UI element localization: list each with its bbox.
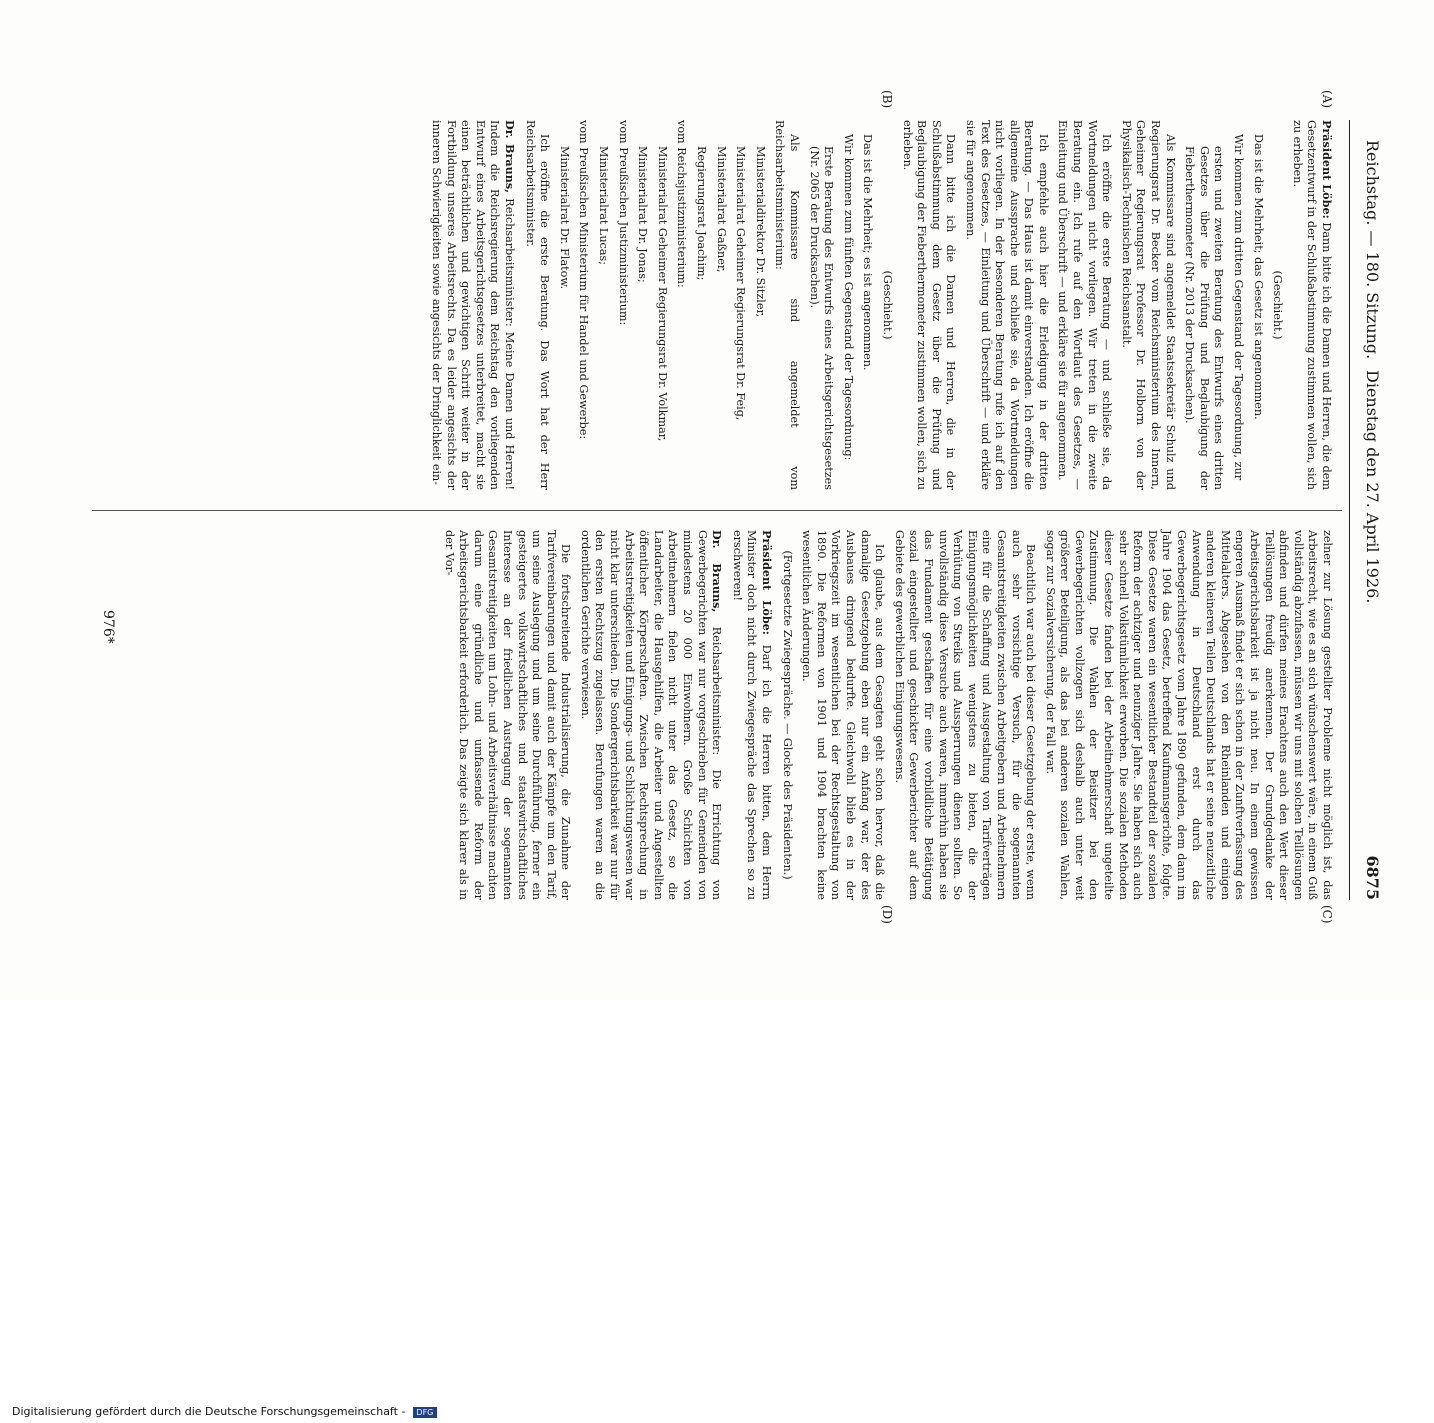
paragraph — [429, 120, 518, 490]
column-divider — [92, 510, 1342, 511]
paragraph-text: ersten und zweiten Beratung des Entwurfs eines dritten Gesetzes über die Prüfung und Beglaubigung der Fieberthermometer (Nr. 2013 der Drucksachen). — [1183, 146, 1226, 490]
running-head — [1356, 120, 1382, 900]
paragraph — [615, 120, 630, 490]
paragraph — [806, 120, 835, 490]
paragraph — [713, 120, 728, 490]
paragraph — [962, 120, 1050, 490]
paragraph — [441, 530, 572, 900]
header-rule — [1349, 120, 1350, 900]
paragraph-text: Erste Beratung des Entwurfs eines Arbeitsgerichtsgesetzes (Nr. 2065 der Drucksachen). — [807, 146, 836, 490]
paragraph — [693, 120, 708, 490]
text-column-left — [104, 120, 1334, 490]
paragraph — [729, 530, 774, 900]
text-column-right — [104, 530, 1334, 900]
speaker-name: Dr. Brauns, — [503, 120, 518, 194]
paragraph — [879, 120, 894, 490]
running-head-date: Dienstag den 27. April 1926. — [1363, 370, 1382, 604]
page-number: 6875 — [1363, 855, 1382, 900]
margin-letter-b: (B) — [880, 90, 894, 109]
paragraph — [576, 120, 591, 490]
paragraph — [1230, 120, 1245, 490]
paragraph — [840, 120, 855, 490]
paragraph-text: Dann bitte ich die Damen und Herren, die dem Gesetzentwurf in der Schlußabstimmung zustimmen wollen, sich zu erheben. — [1290, 120, 1333, 491]
paragraph-text: Die fortschreitende Industrialisierung, die Zunahme der Tarifvereinbarungen und damit auch der Kämpfe um den Tarif, um seine Auslegung und um seine Durchführung, ferner ein gesteigertes volkswirtschaftliches und staatswirtschaftliches Interesse an der friedlichen Austragung der sogenannten Gesamtstreitigkeiten um Lohn- und Arbeitsverhältnisse machten darum eine gründliche und umfassende Reform der Arbeitsgerichtsbarkeit erforderlich. Das zeigte sich klarer als in der Vor- — [442, 530, 573, 900]
paragraph-text: Ich glaube, aus dem Gesagten geht schon hervor, daß die damalige Gesetzgebung eben nur ein Anfang war, der des Ausbaues dringend bedurfte. Gleichwohl blieb es in der Vorkriegszeit im wesentlichen bei der Rechtsgestaltung von 1890. Die Reformen von 1901 und 1904 brachten keine wesentlichen Änderungen. — [800, 530, 887, 900]
speaker-name: Dr. Brauns, — [710, 530, 725, 613]
paragraph — [556, 120, 571, 490]
paragraph-text: (Fortgesetzte Zwiegespräche. — Glocke des Präsidenten.) — [780, 550, 794, 880]
paragraph-text: vom Preußischen Justizministerium: — [616, 120, 630, 326]
paragraph-text: (Geschieht.) — [880, 270, 894, 340]
margin-letter-a: (A) — [1320, 90, 1334, 109]
sheet-signature: 976* — [100, 610, 116, 644]
paragraph — [733, 120, 748, 490]
paragraph-text: Ministerialdirektor Dr. Sitzler, — [753, 146, 767, 318]
speaker-name: Präsident Löbe: — [1320, 120, 1334, 219]
paragraph-text: Ministerialrat Lucas; — [597, 146, 611, 265]
paragraph — [1118, 120, 1176, 490]
paragraph — [899, 120, 957, 490]
paragraph — [577, 530, 724, 900]
margin-letter-d: (D) — [880, 905, 894, 924]
paragraph — [799, 530, 887, 900]
paragraph-text: Ministerialrat Gaßner, — [714, 146, 728, 273]
footer-text: Digitalisierung gefördert durch die Deutsche Forschungsgemeinschaft - — [12, 1405, 406, 1418]
paragraph-text: vom Preußischen Ministerium für Handel und Gewerbe: — [577, 120, 591, 440]
paragraph-text: Beachtlich war auch bei dieser Gesetzgebung der erste, wenn auch sehr vorsichtige Versuch, für die sogenannten Gesamtstreitigkeiten zwischen Arbeitgebern und Arbeitnehmern eine für die Schaffung und Ausgestaltung von Tarifverträgen Einigungsmöglichkeiten wenigstens zu bieten, die der Verhütung von Streiks und Aussperrungen dienen sollten. So unvollständig diese Versuche auch waren, immerhin haben sie das Fundament geschaffen für eine vorbildliche Betätigung sozial eingestellter und geschickter Gewerberichter auf dem Gebiete des gewerblichen Einigungswesens. — [892, 530, 1038, 900]
paragraph-text: Wir kommen zum dritten Gegenstand der Tagesordnung, zur — [1232, 134, 1246, 481]
running-head-left: Reichstag. — 180. Sitzung. — [1363, 140, 1382, 360]
paragraph — [1182, 120, 1226, 490]
paragraph-text: Ich eröffne die erste Beratung — und schließe sie, da Wortmeldungen nicht vorliegen. Wir treten in die zweite Beratung ein. Ich rufe auf den Wortlaut des Gesetzes, — Einleitung und Überschrift — und erkläre sie für angenommen. — [1056, 120, 1114, 490]
paragraph — [595, 120, 610, 490]
paragraph — [1250, 120, 1265, 490]
paragraph-text: Ministerialrat Geheimer Regierungsrat Dr. Feig, — [734, 146, 748, 421]
paragraph-text: Ministerialrat Dr. Jonas; — [636, 146, 650, 283]
digitization-footer — [12, 1405, 992, 1423]
paragraph-text: Als Kommissare sind angemeldet Staatssekretär Schulz und Regierungsrat Dr. Becker vom Reichsministerium des Innern, Geheimer Regierungsrat Professor Dr. Holborn von der Physikalisch-Technischen Reichsanstalt. — [1119, 120, 1177, 490]
paragraph-text: Wir kommen zum fünften Gegenstand der Tagesordnung: — [841, 134, 855, 461]
paragraph-text: Reichsarbeitsminister: Die Errichtung von Gewerbegerichten war nur vorgeschrieben für Gemeinden von mindestens 20 000 Einwohnern. Große Schichten von Arbeitnehmern fielen nicht unter das Gesetz, so die Landarbeiter, die Hausgehilfen, die Arbeiter und Angestellten öffentlicher Körperschaften. Zwischen Rechtsprechung in Arbeitsstreitigkeiten und Einigungs- und Schlichtungswesen war nicht klar unterschieden. Die Sondergerichtsbarkeit war nur für den ersten Rechtszug zugelassen. Berufungen waren an die ordentlichen Gerichte verwiesen. — [578, 530, 724, 900]
paragraph-text: Reichsarbeitsminister: Meine Damen und Herren! Indem die Reichsregierung dem Reichstag den vorliegenden Entwurf eines Arbeitsgerichtsgesetzes unterbreitet, macht sie einen beträchtlichen und gewichtigen Schritt weiter in der Fortbildung unseres Arbeitsrechts. Da es leider angesichts der inneren Schwierigkeiten sowie angesichts der Dringlichkeit ein- — [430, 120, 517, 491]
margin-letter-c: (C) — [1320, 905, 1334, 924]
paragraph-text: Ministerialrat Geheimer Regierungsrat Dr. Volkmar, — [655, 146, 669, 442]
paragraph — [522, 120, 551, 490]
paragraph-text: Darf ich die Herren bitten, dem Herrn Minister doch nicht durch Zwiegespräche das Sprechen so zu erschweren! — [730, 530, 774, 900]
paragraph — [1270, 120, 1285, 490]
paragraph — [674, 120, 689, 490]
paragraph — [635, 120, 650, 490]
paragraph-text: Regierungsrat Joachim; — [695, 146, 709, 281]
paragraph-text: Das ist die Mehrheit; es ist angenommen. — [861, 134, 875, 371]
paragraph — [1289, 120, 1334, 490]
paragraph — [1042, 530, 1334, 900]
paragraph-text: Ich empfehle auch hier die Erledigung in der dritten Beratung. — Das Haus ist damit einverstanden. Ich eröffne die allgemeine Aussprache und schließe sie, da Wortmeldungen nicht vorliegen. In der besonderen Beratung rufe ich auf den Text des Gesetzes, — Einleitung und Überschrift — und erkläre sie für angenommen. — [963, 120, 1050, 490]
paragraph — [654, 120, 669, 490]
paragraph-text: (Geschieht.) — [1271, 270, 1285, 340]
paragraph — [752, 120, 767, 490]
paragraph — [779, 530, 794, 900]
paragraph — [1055, 120, 1113, 490]
speaker-name: Präsident Löbe: — [760, 530, 775, 635]
paragraph — [891, 530, 1037, 900]
dfg-logo-icon: DFG — [413, 1407, 437, 1418]
paragraph-text: Das ist die Mehrheit; das Gesetz ist angenommen. — [1251, 134, 1265, 420]
paragraph-text: Dann bitte ich die Damen und Herren, die in der Schlußabstimmung dem Gesetz über die Prüfung und Beglaubigung der Fieberthermometer zustimmen wollen, sich zu erheben. — [900, 120, 958, 490]
paragraph-text: Ich eröffne die erste Beratung. Das Wort hat der Herr Reichsarbeitsminister. — [523, 120, 552, 490]
paragraph-text: zelner zur Lösung gestellter Probleme nicht möglich ist, das Arbeitsrecht, wie es an sich wünschenswert wäre, in einem Guß vollständig abzufassen, müssen wir uns mit solchen Teillösungen abfinden und dürfen meines Erachtens auch den Wert dieser Teillösungen freudig anerkennen. Der Grundgedanke der Arbeitsgerichtsbarkeit ist ja nicht neu. In einem gewissen engeren Ausmaß findet er sich schon in der Zunftverfassung des Mittelalters. Abgesehen von den Rheinlanden und einigen anderen kleineren Teilen Deutschlands hat er seine neuzeitliche Anwendung in Deutschland erst durch das Gewerbegerichtsgesetz vom Jahre 1890 gefunden, dem dann im Jahre 1904 das Gesetz, betreffend Kaufmannsgerichte, folgte. Diese Gesetze waren ein wesentlicher Bestandteil der sozialen Reform der achtziger und neunziger Jahre. Sie haben sich auch sehr schnell Volkstümlichkeit erworben. Die sozialen Methoden dieser Gesetze fanden bei der Arbeitnehmerschaft ungeteilte Zustimmung. Die Wahlen der Beisitzer bei den Gewerbegerichten vollzogen sich deshalb auch unter weit größerer Beteiligung, als das bei anderen sozialen Wahlen, sogar zur Sozialversicherung, der Fall war. — [1043, 530, 1334, 900]
paragraph-text: vom Reichsjustizministerium: — [675, 120, 689, 288]
paragraph-text: Ministerialrat Dr. Flatow. — [557, 146, 571, 290]
paragraph — [860, 120, 875, 490]
paragraph — [772, 120, 801, 490]
paragraph-text: Als Kommissare sind angemeldet vom Reichsarbeitsministerium: — [773, 120, 801, 490]
